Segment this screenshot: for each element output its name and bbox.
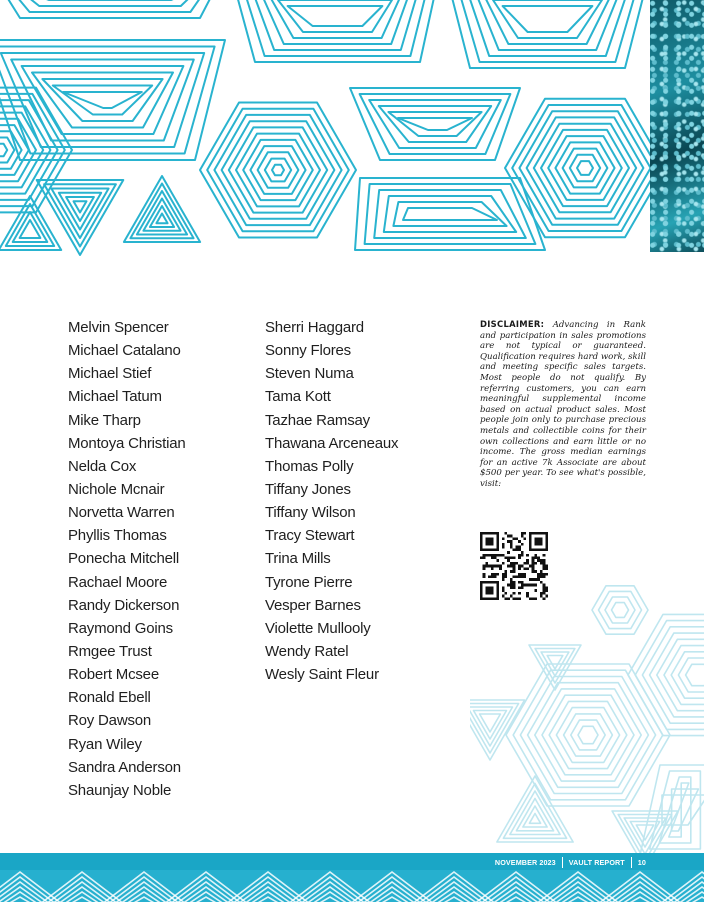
honoree-name: Ronald Ebell: [68, 689, 151, 707]
honoree-name: Rmgee Trust: [68, 642, 152, 660]
honoree-name: Tama Kott: [265, 388, 331, 406]
honoree-name: Michael Catalano: [68, 342, 181, 360]
geometric-pattern-icon: [0, 0, 704, 260]
disclaimer-label: DISCLAIMER:: [480, 319, 545, 329]
honoree-name: Nelda Cox: [68, 457, 137, 475]
honoree-name: Norvetta Warren: [68, 504, 175, 522]
honoree-name: Tiffany Wilson: [265, 504, 356, 522]
footer-pattern-icon: [0, 870, 704, 902]
page-footer: [0, 853, 704, 902]
honoree-name: Mike Tharp: [68, 411, 141, 429]
honoree-name: Thawana Arceneaux: [265, 434, 399, 452]
disclaimer-text: Advancing in Rank and participation in sales promotions are not typical or guaranteed. Qualification requires hard work, skill and meeting specific sales targets. Most people do not qualify. By referring customers, you can earn meaningful supplemental income based on actual product sales. Most people join only to purchase precious metals and collectible coins for their own collections and earn little or no income. The gross median earnings for an active 7k Associate are about $500 per year. To see what's possible, visit:: [480, 320, 646, 489]
hero-pattern: [0, 0, 704, 260]
honoree-name: Raymond Goins: [68, 619, 173, 637]
honoree-name: Ryan Wiley: [68, 735, 142, 753]
honoree-name: Wesly Saint Fleur: [265, 666, 379, 684]
honoree-name: Thomas Polly: [265, 457, 354, 475]
honoree-name: Vesper Barnes: [265, 596, 361, 614]
honoree-name: Tazhae Ramsay: [265, 411, 370, 429]
honoree-name: Shaunjay Noble: [68, 781, 172, 799]
honoree-name: Violette Mullooly: [265, 619, 371, 637]
disclaimer: [480, 319, 646, 490]
footer-divider: [562, 857, 563, 868]
honoree-name: Robert Mcsee: [68, 666, 159, 684]
decorative-pattern-icon: [470, 570, 704, 855]
names-column-1: [68, 316, 186, 802]
honoree-name: Melvin Spencer: [68, 319, 169, 336]
names-column-2: [265, 316, 398, 686]
honoree-name: Michael Stief: [68, 365, 152, 383]
honoree-name: Montoya Christian: [68, 434, 186, 452]
honoree-name: Roy Dawson: [68, 712, 152, 730]
gemstone-photo: [650, 0, 704, 252]
honoree-name: Phyllis Thomas: [68, 527, 167, 545]
footer-date: NOVEMBER 2023: [494, 857, 556, 867]
honoree-name: Sonny Flores: [265, 342, 351, 360]
honoree-name: Randy Dickerson: [68, 596, 180, 614]
honoree-name: Nichole Mcnair: [68, 480, 165, 498]
honoree-name: Steven Numa: [265, 365, 354, 383]
honoree-name: Tracy Stewart: [265, 527, 355, 545]
honoree-name: Michael Tatum: [68, 388, 162, 406]
footer-publication: VAULT REPORT: [568, 857, 625, 867]
footer-divider: [631, 857, 632, 868]
footer-meta: [495, 856, 646, 868]
honoree-name: Trina Mills: [265, 550, 331, 568]
honoree-name: Ponecha Mitchell: [68, 550, 180, 568]
honoree-name: Rachael Moore: [68, 573, 168, 591]
honoree-name: Wendy Ratel: [265, 642, 349, 660]
honoree-name: Sandra Anderson: [68, 758, 181, 776]
honoree-name: Tiffany Jones: [265, 480, 351, 498]
honoree-name: Tyrone Pierre: [265, 573, 353, 591]
page-number: 10: [637, 857, 646, 867]
honoree-name: Sherri Haggard: [265, 319, 364, 336]
